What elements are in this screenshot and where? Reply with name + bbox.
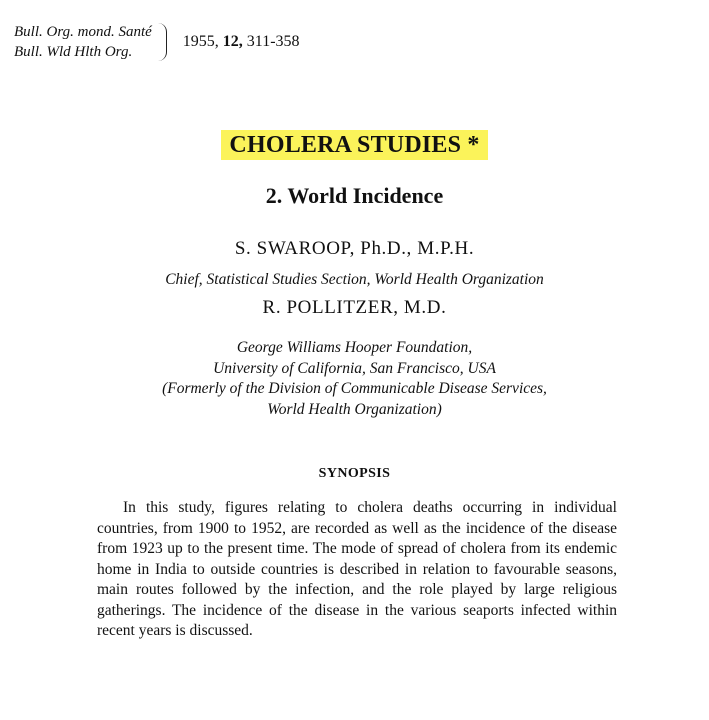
paper-subtitle: 2. World Incidence — [265, 183, 444, 208]
affiliation-line: George Williams Hooper Foundation, — [236, 339, 473, 356]
author-name-pollitzer: R. POLLITZER, M.D. — [262, 297, 447, 318]
journal-pages: 311-358 — [246, 33, 300, 50]
journal-reference — [14, 22, 300, 62]
author-name-swaroop: S. SWAROOP, Ph.D., M.P.H. — [234, 238, 475, 259]
title-container — [0, 130, 709, 160]
affiliation-line: University of California, San Francisco, USA — [213, 359, 496, 377]
affiliation-line: World Health Organization) — [267, 400, 442, 418]
journal-names — [14, 22, 152, 62]
journal-name-english: Bull. Wld Hlth Org. — [14, 44, 133, 60]
journal-volume: 12, — [222, 33, 243, 50]
affiliation-line: Chief, Statistical Studies Section, World Health Organization — [165, 271, 544, 288]
affiliation-line: (Formerly of the Division of Communicable Disease Services, — [162, 380, 547, 397]
synopsis-body — [97, 498, 617, 642]
journal-year: 1955, — [182, 33, 219, 50]
journal-name-french: Bull. Org. mond. Santé — [14, 24, 152, 40]
author-affiliation-pollitzer — [0, 338, 709, 420]
paper-title: CHOLERA STUDIES * — [221, 130, 487, 160]
synopsis-paragraph: In this study, figures relating to cholera deaths occurring in individual countries, from 1900 to 1952, are recorded as well as the incidence of the disease from 1923 up to the present time. The mode of spread of cholera from its endemic home in India to outside countries is described in relation to favourable seasons, main routes followed by the infection, and the role played by large religious gatherings. The incidence of the disease in the various seaports infected within recent years is discussed. — [97, 499, 617, 639]
author-affiliation-swaroop — [0, 270, 709, 291]
synopsis-heading: SYNOPSIS — [318, 466, 391, 481]
brace-icon — [158, 23, 167, 61]
journal-citation — [183, 33, 300, 51]
